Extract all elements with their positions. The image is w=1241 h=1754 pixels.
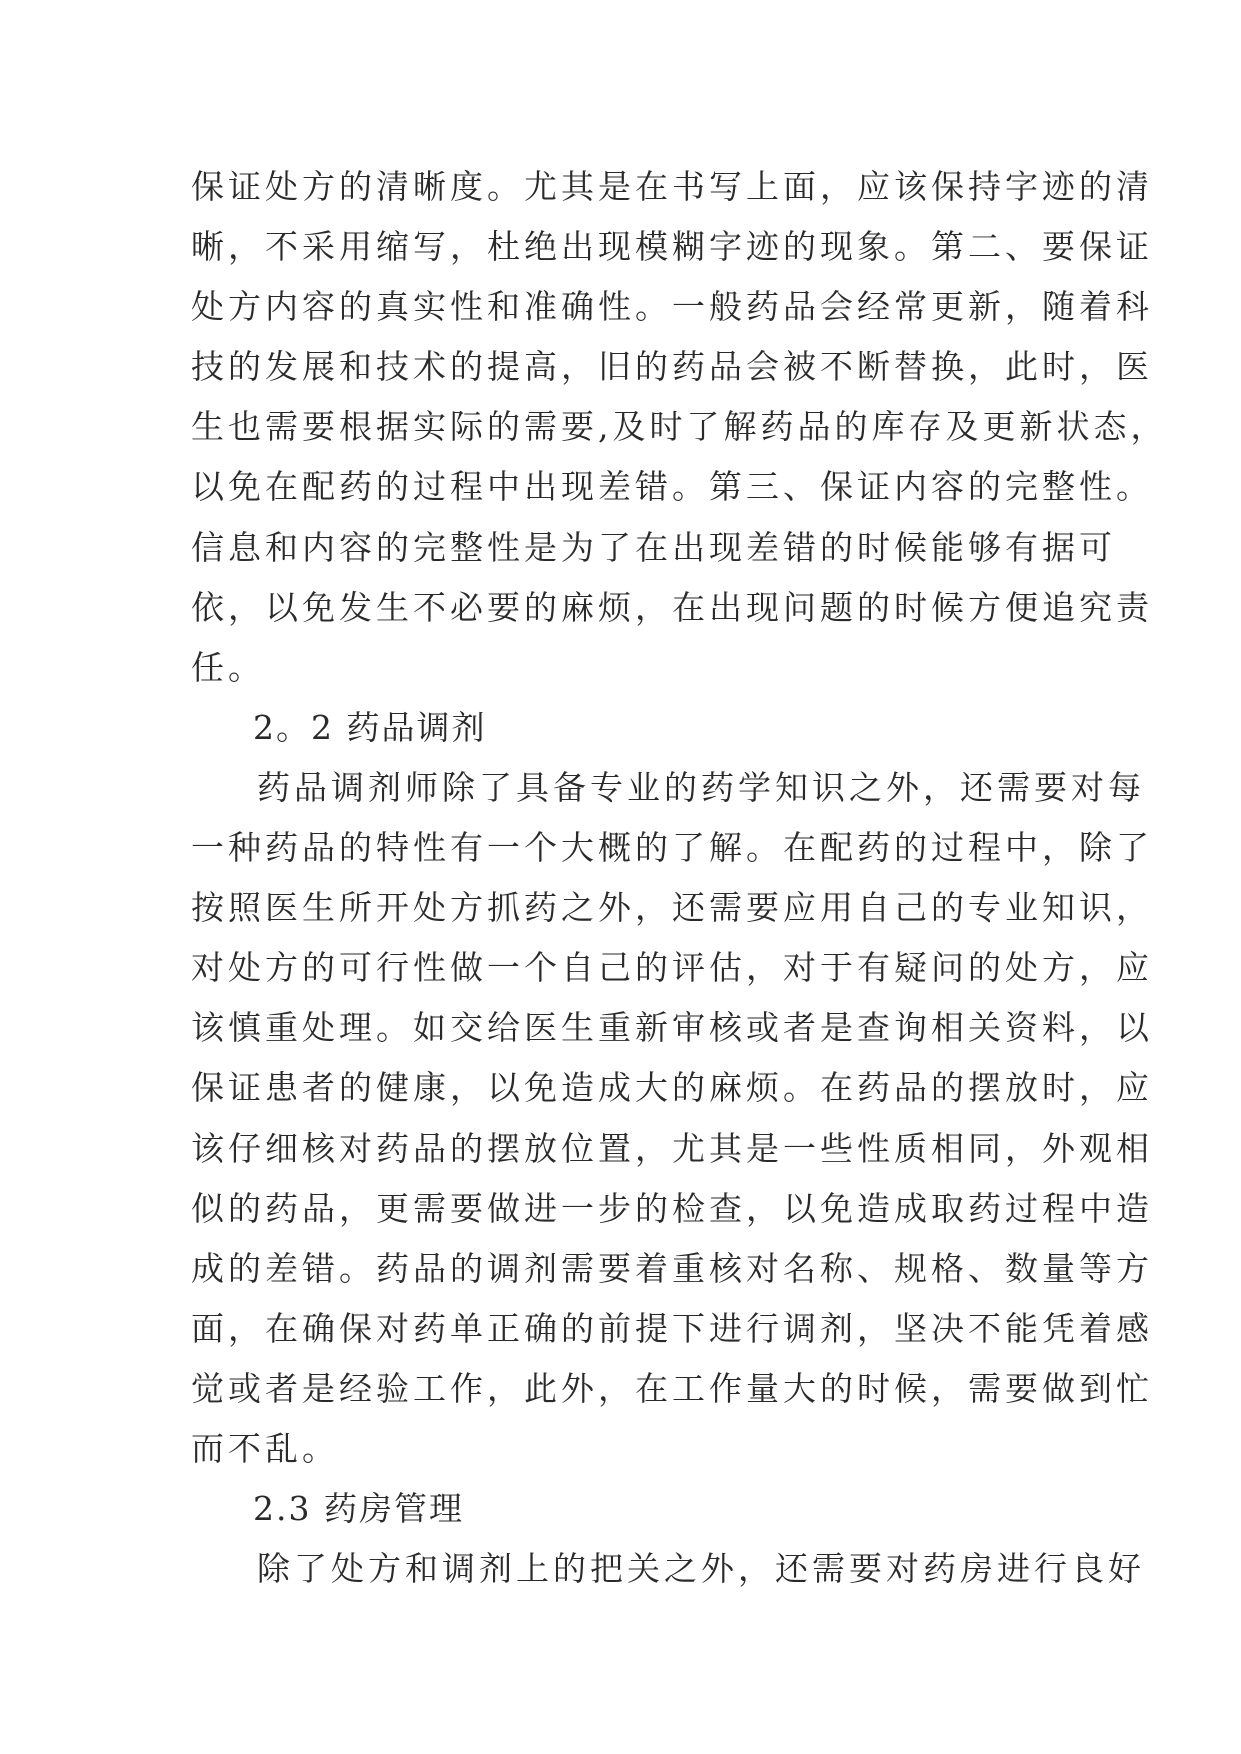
paragraph-line: 以免在配药的过程中出现差错。第三、保证内容的完整性。 [191, 467, 1153, 507]
paragraph-line: 保证患者的健康，以免造成大的麻烦。在药品的摆放时，应 [191, 1068, 1153, 1108]
paragraph-line: 成的差错。药品的调剂需要着重核对名称、规格、数量等方 [191, 1248, 1153, 1288]
paragraph-line: 处方内容的真实性和准确性。一般药品会经常更新，随着科 [191, 287, 1153, 327]
paragraph-line: 一种药品的特性有一个大概的了解。在配药的过程中，除了 [191, 828, 1153, 868]
paragraph-line: 技的发展和技术的提高，旧的药品会被不断替换，此时，医 [191, 347, 1153, 387]
paragraph-line: 生也需要根据实际的需要,及时了解药品的库存及更新状态， [191, 407, 1168, 447]
paragraph-line: 似的药品，更需要做进一步的检查，以免造成取药过程中造 [191, 1188, 1153, 1228]
paragraph-line: 该仔细核对药品的摆放位置，尤其是一些性质相同，外观相 [191, 1128, 1153, 1168]
paragraph-line: 信息和内容的完整性是为了在出现差错的时候能够有据可 [191, 527, 1116, 567]
paragraph-line: 面，在确保对药单正确的前提下进行调剂，坚决不能凭着感 [191, 1308, 1153, 1348]
paragraph-line: 对处方的可行性做一个自己的评估，对于有疑问的处方，应 [191, 948, 1153, 988]
paragraph-line: 保证处方的清晰度。尤其是在书写上面，应该保持字迹的清 [191, 167, 1153, 206]
section-heading: 2。2 药品调剂 [253, 707, 487, 747]
paragraph-line: 而不乱。 [191, 1428, 339, 1468]
paragraph-line: 除了处方和调剂上的把关之外，还需要对药房进行良好 [257, 1549, 1145, 1589]
paragraph-line: 药品调剂师除了具备专业的药学知识之外，还需要对每 [257, 767, 1145, 807]
paragraph-line: 觉或者是经验工作，此外，在工作量大的时候，需要做到忙 [191, 1368, 1153, 1408]
paragraph-line: 任。 [191, 647, 265, 687]
paragraph-line: 晰，不采用缩写，杜绝出现模糊字迹的现象。第二、要保证 [191, 227, 1153, 267]
paragraph-line: 按照医生所开处方抓药之外，还需要应用自己的专业知识， [191, 888, 1153, 928]
section-heading: 2.3 药房管理 [253, 1489, 464, 1529]
document-body [191, 157, 1168, 1599]
paragraph-line: 该慎重处理。如交给医生重新审核或者是查询相关资料，以 [191, 1008, 1153, 1048]
paragraph-line: 依，以免发生不必要的麻烦，在出现问题的时候方便追究责 [191, 587, 1153, 627]
